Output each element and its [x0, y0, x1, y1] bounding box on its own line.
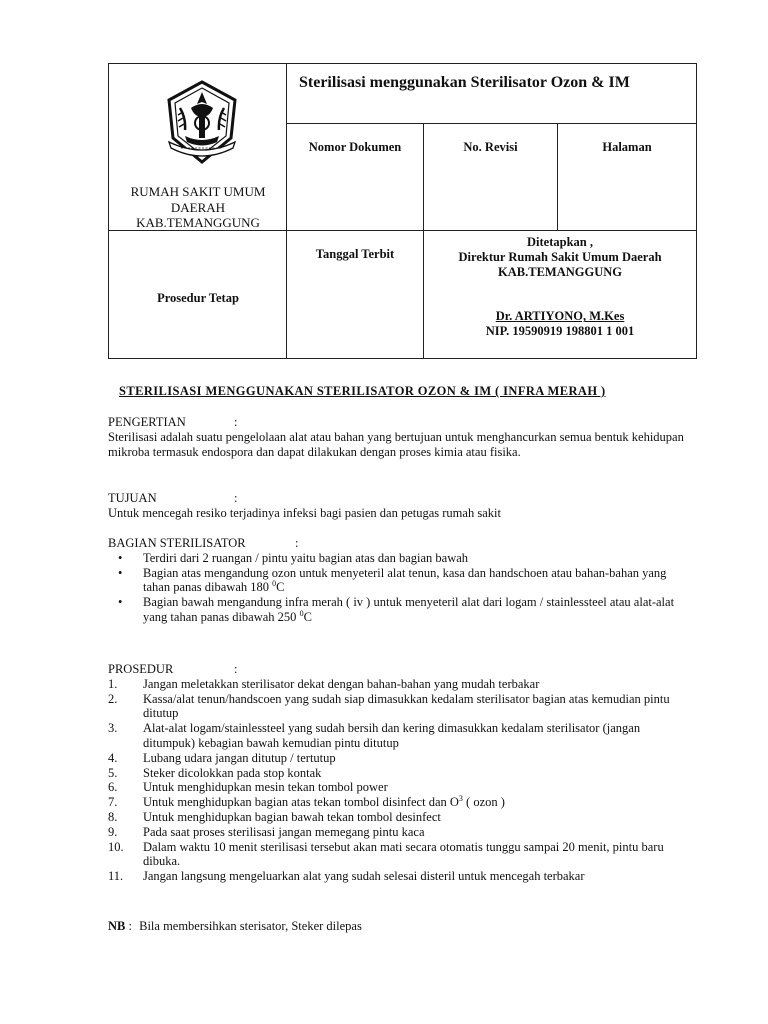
procedure-colon: :: [234, 662, 238, 676]
list-item: • Terdiri dari 2 ruangan / pintu yaitu bagian atas dan bagian bawah: [108, 551, 678, 566]
sterilizer-parts-colon: :: [295, 536, 299, 550]
document-title: Sterilisasi menggunakan Sterilisator Ozon & IM: [287, 64, 697, 124]
purpose-label: TUJUAN: [108, 491, 157, 505]
purpose-colon: :: [234, 491, 238, 505]
list-item: 6. Untuk menghidupkan mesin tekan tombol power: [108, 780, 388, 795]
page-header: Halaman: [558, 124, 697, 231]
list-item: 3. Alat-alat logam/stainlessteel yang sudah bersih dan kering dimasukkan kedalam sterilisator (jangan ditumpuk) kebagian bawah kemudian pintu ditutup: [108, 721, 641, 750]
definition-colon: :: [234, 415, 238, 429]
definition-text: Sterilisasi adalah suatu pengelolaan alat atau bahan yang bertujuan untuk menghancurkan semua bentuk kehidupan mikroba termasuk endospora dan dapat dilakukan dengan proses kimia atau fisika.: [108, 429, 684, 459]
hospital-name: RUMAH SAKIT UMUM DAERAH KAB.TEMANGGUNG: [130, 184, 266, 230]
list-item: 8. Untuk menghidupkan bagian bawah tekan tombol desinfect: [108, 809, 441, 824]
list-item: 9. Pada saat proses sterilisasi jangan memegang pintu kaca: [108, 824, 425, 839]
procedure-type: Prosedur Tetap: [157, 291, 239, 305]
list-item: 4. Lubang udara jangan ditutup / tertutup: [108, 750, 336, 765]
regency-emblem-icon: [161, 78, 243, 166]
list-item: 10. Dalam waktu 10 menit sterilisasi tersebut akan mati secara otomatis tunggu sampai 20 menit, pintu baru dibuka.: [108, 839, 664, 869]
procedure-label: PROSEDUR: [108, 662, 174, 676]
list-item: 5. Steker dicolokkan pada stop kontak: [108, 765, 322, 780]
purpose-section: [108, 491, 688, 521]
note-colon: :: [128, 919, 132, 933]
approver-place: KAB.TEMANGGUNG: [498, 264, 622, 279]
note-text: Bila membersihkan sterisator, Steker dilepas: [139, 919, 362, 933]
list-item: 2. Kassa/alat tenun/handscoen yang sudah siap dimasukkan kedalam sterilisator bagian atas kemudian pintu ditutup: [108, 691, 670, 721]
purpose-text: Untuk mencegah resiko terjadinya infeksi bagi pasien dan petugas rumah sakit: [108, 505, 501, 520]
revision-header: No. Revisi: [424, 124, 558, 231]
list-item: • Bagian atas mengandung ozon untuk menyeteril alat tenun, kasa dan handschoen atau bahan-bahan yang tahan panas dibawah 180 $^0$C: [108, 566, 678, 596]
list-item: 1. Jangan meletakkan sterilisator dekat dengan bahan-bahan yang mudah terbakar: [108, 676, 540, 691]
sterilizer-parts-label: BAGIAN STERILISATOR: [108, 536, 246, 550]
sterilizer-parts-section: [108, 536, 688, 625]
approver-nip: NIP. 19590919 198801 1 001: [485, 324, 635, 339]
document-heading: STERILISASI MENGGUNAKAN STERILISATOR OZON & IM ( INFRA MERAH ): [119, 384, 606, 398]
approver-name: Dr. ARTIYONO, M.Kes: [495, 309, 625, 324]
list-item: 7. Untuk menghidupkan bagian atas tekan tombol disinfect dan $O^3$ ( ozon ): [108, 794, 505, 810]
list-item: 11. Jangan langsung mengeluarkan alat yang sudah selesai disteril untuk mencegah terbakar: [108, 869, 585, 884]
hospital-logo-cell: [109, 64, 287, 231]
approver-title: Direktur Rumah Sakit Umum Daerah: [458, 249, 662, 264]
definition-section: [108, 415, 688, 459]
issue-date-label: Tanggal Terbit: [287, 231, 424, 359]
note-label: NB: [108, 919, 126, 933]
note: [108, 919, 688, 934]
doc-number-header: Nomor Dokumen: [287, 124, 424, 231]
procedure-section: [108, 662, 688, 884]
approval-cell: [424, 231, 697, 359]
document-header-table: [108, 63, 697, 359]
list-item: • Bagian bawah mengandung infra merah ( iv ) untuk menyeteril alat dari logam / stainlessteel atau alat-alat yang tahan panas dibawah 250 $^0$C: [108, 595, 678, 625]
approved-label: Ditetapkan ,: [527, 235, 593, 249]
procedure-type-cell: [109, 231, 287, 359]
definition-label: PENGERTIAN: [108, 415, 186, 429]
